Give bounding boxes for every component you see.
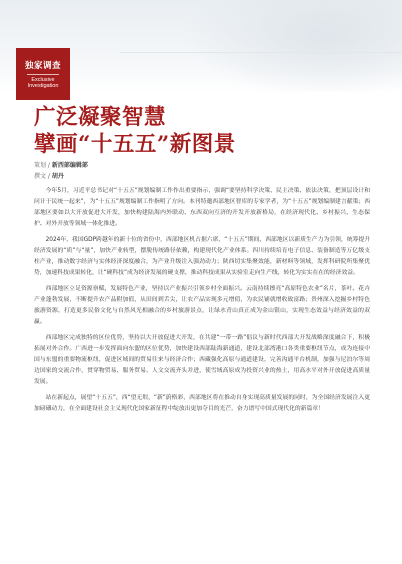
headline-line2: 擘画“十五五”新图景 bbox=[34, 132, 236, 157]
planning-credit bbox=[34, 160, 88, 169]
section-badge bbox=[16, 48, 70, 100]
badge-title: 独家调查 bbox=[24, 60, 61, 71]
paragraph-1: 今年5月，习近平总书记对“十五五”规划编制工作作出重要指示，强调“要坚持科学决策、民主决策、依法决策，把顶层设计和问计于民统一起来”，为“十五五”规划编制工作指明了方向。本刊特邀西部地区智库的专家学者，为“十五五”规划编制建言献策；西部地区要如以大开放促进大开发，加快构建陆海内外联动、东西双向互济的开发开放新格局，在经济现代化、乡村振兴、生态保护、对外开放等领域一体化推进。 bbox=[34, 188, 370, 227]
article-headline bbox=[34, 104, 236, 158]
article-body bbox=[34, 186, 370, 420]
badge-subtitle bbox=[28, 77, 59, 90]
headline-line1: 广泛凝聚智慧 bbox=[34, 105, 167, 130]
badge-subtitle-line2: Investigation bbox=[27, 83, 59, 89]
paragraph-3: 西部地区立足资源禀赋，发展特色产业，坚持以产业振兴引领乡村全面振兴。云南持续擦亮“高原特色农业”名片，茶叶、花卉产业蓬勃发展，不断提升农产品附加值，从田间到舌尖，让农产品实现多元增值，为农民铺就增收致富路；贵州深入挖掘乡村特色旅游资源，打造更多民俗文化与自然风光相融合的乡村旅游景点，让绿水青山真正成为金山银山，实现生态效益与经济效益的双赢。 bbox=[34, 286, 370, 325]
author-credit bbox=[34, 171, 64, 180]
hero-line bbox=[120, 52, 402, 53]
paragraph-2: 2024年，我国GDP跨越年的新十位的省份中，西部地区机占据六席，“十五五”期间，西部地区以新质生产力为引领，统筹提升经济发展的“质”与“量”，加快产业转型，摆脱传统路径依赖，构建现代化产业体系。四川持续培育电子信息、装备制造等万亿级支柱产业，推动数字经济与实体经济深度融合，为产业升级注入强劲动力；陕西切实集聚效能，新材料等领域，发挥科研院所集聚优势，加速科技成果转化，让“硬科技”成为经济发展的硬支撑，推动科技成果从实验室走向生产线，转化为实实在在的经济效益。 bbox=[34, 237, 370, 276]
paragraph-5: 站在新起点，展望“十五五”，西“望无垠，“新”蔚格彩，西部地区将在推动自身实现高质量发展的同时，为全国经济发展注入更加磅礴动力，在全面建设社会主义现代化国家新征程中绽放出更加夺目的光芒，奋力谱写中国式现代化的新篇章！ bbox=[34, 395, 370, 412]
badge-divider bbox=[27, 74, 59, 75]
planning-label: 策划 / bbox=[34, 162, 50, 169]
author-label: 撰文 / bbox=[34, 173, 50, 180]
paragraph-4: 西部地区完成独特的区位优势，坚持以大开放促进大开发，在共建“一带一路”倡议与新时代西部大开发战略深度融合下，积极拓展对外合作。广西进一步发挥面向东盟的区位优势，加快建设西部陆海新通道，建设北部湾港口各类重要枢纽节点，成为连接中国与东盟的重要物流枢纽，促进区域间的贸易往来与经济合作；西藏强化高原与通道建设，完善沟通平台机制，加强与尼泊尔等周边国家的交流合作，贯穿物贸易、服务贸易、人文交流齐头并进，使雪域高原成为投资兴业的热土，用高水平对外开放促进高质量发展。 bbox=[34, 335, 370, 385]
hero-decoration bbox=[182, 0, 402, 92]
author-value: 胡丹 bbox=[51, 173, 64, 180]
planning-value: 新西部编辑部 bbox=[51, 162, 88, 169]
badge-subtitle-line1: Exclusive bbox=[31, 76, 55, 83]
